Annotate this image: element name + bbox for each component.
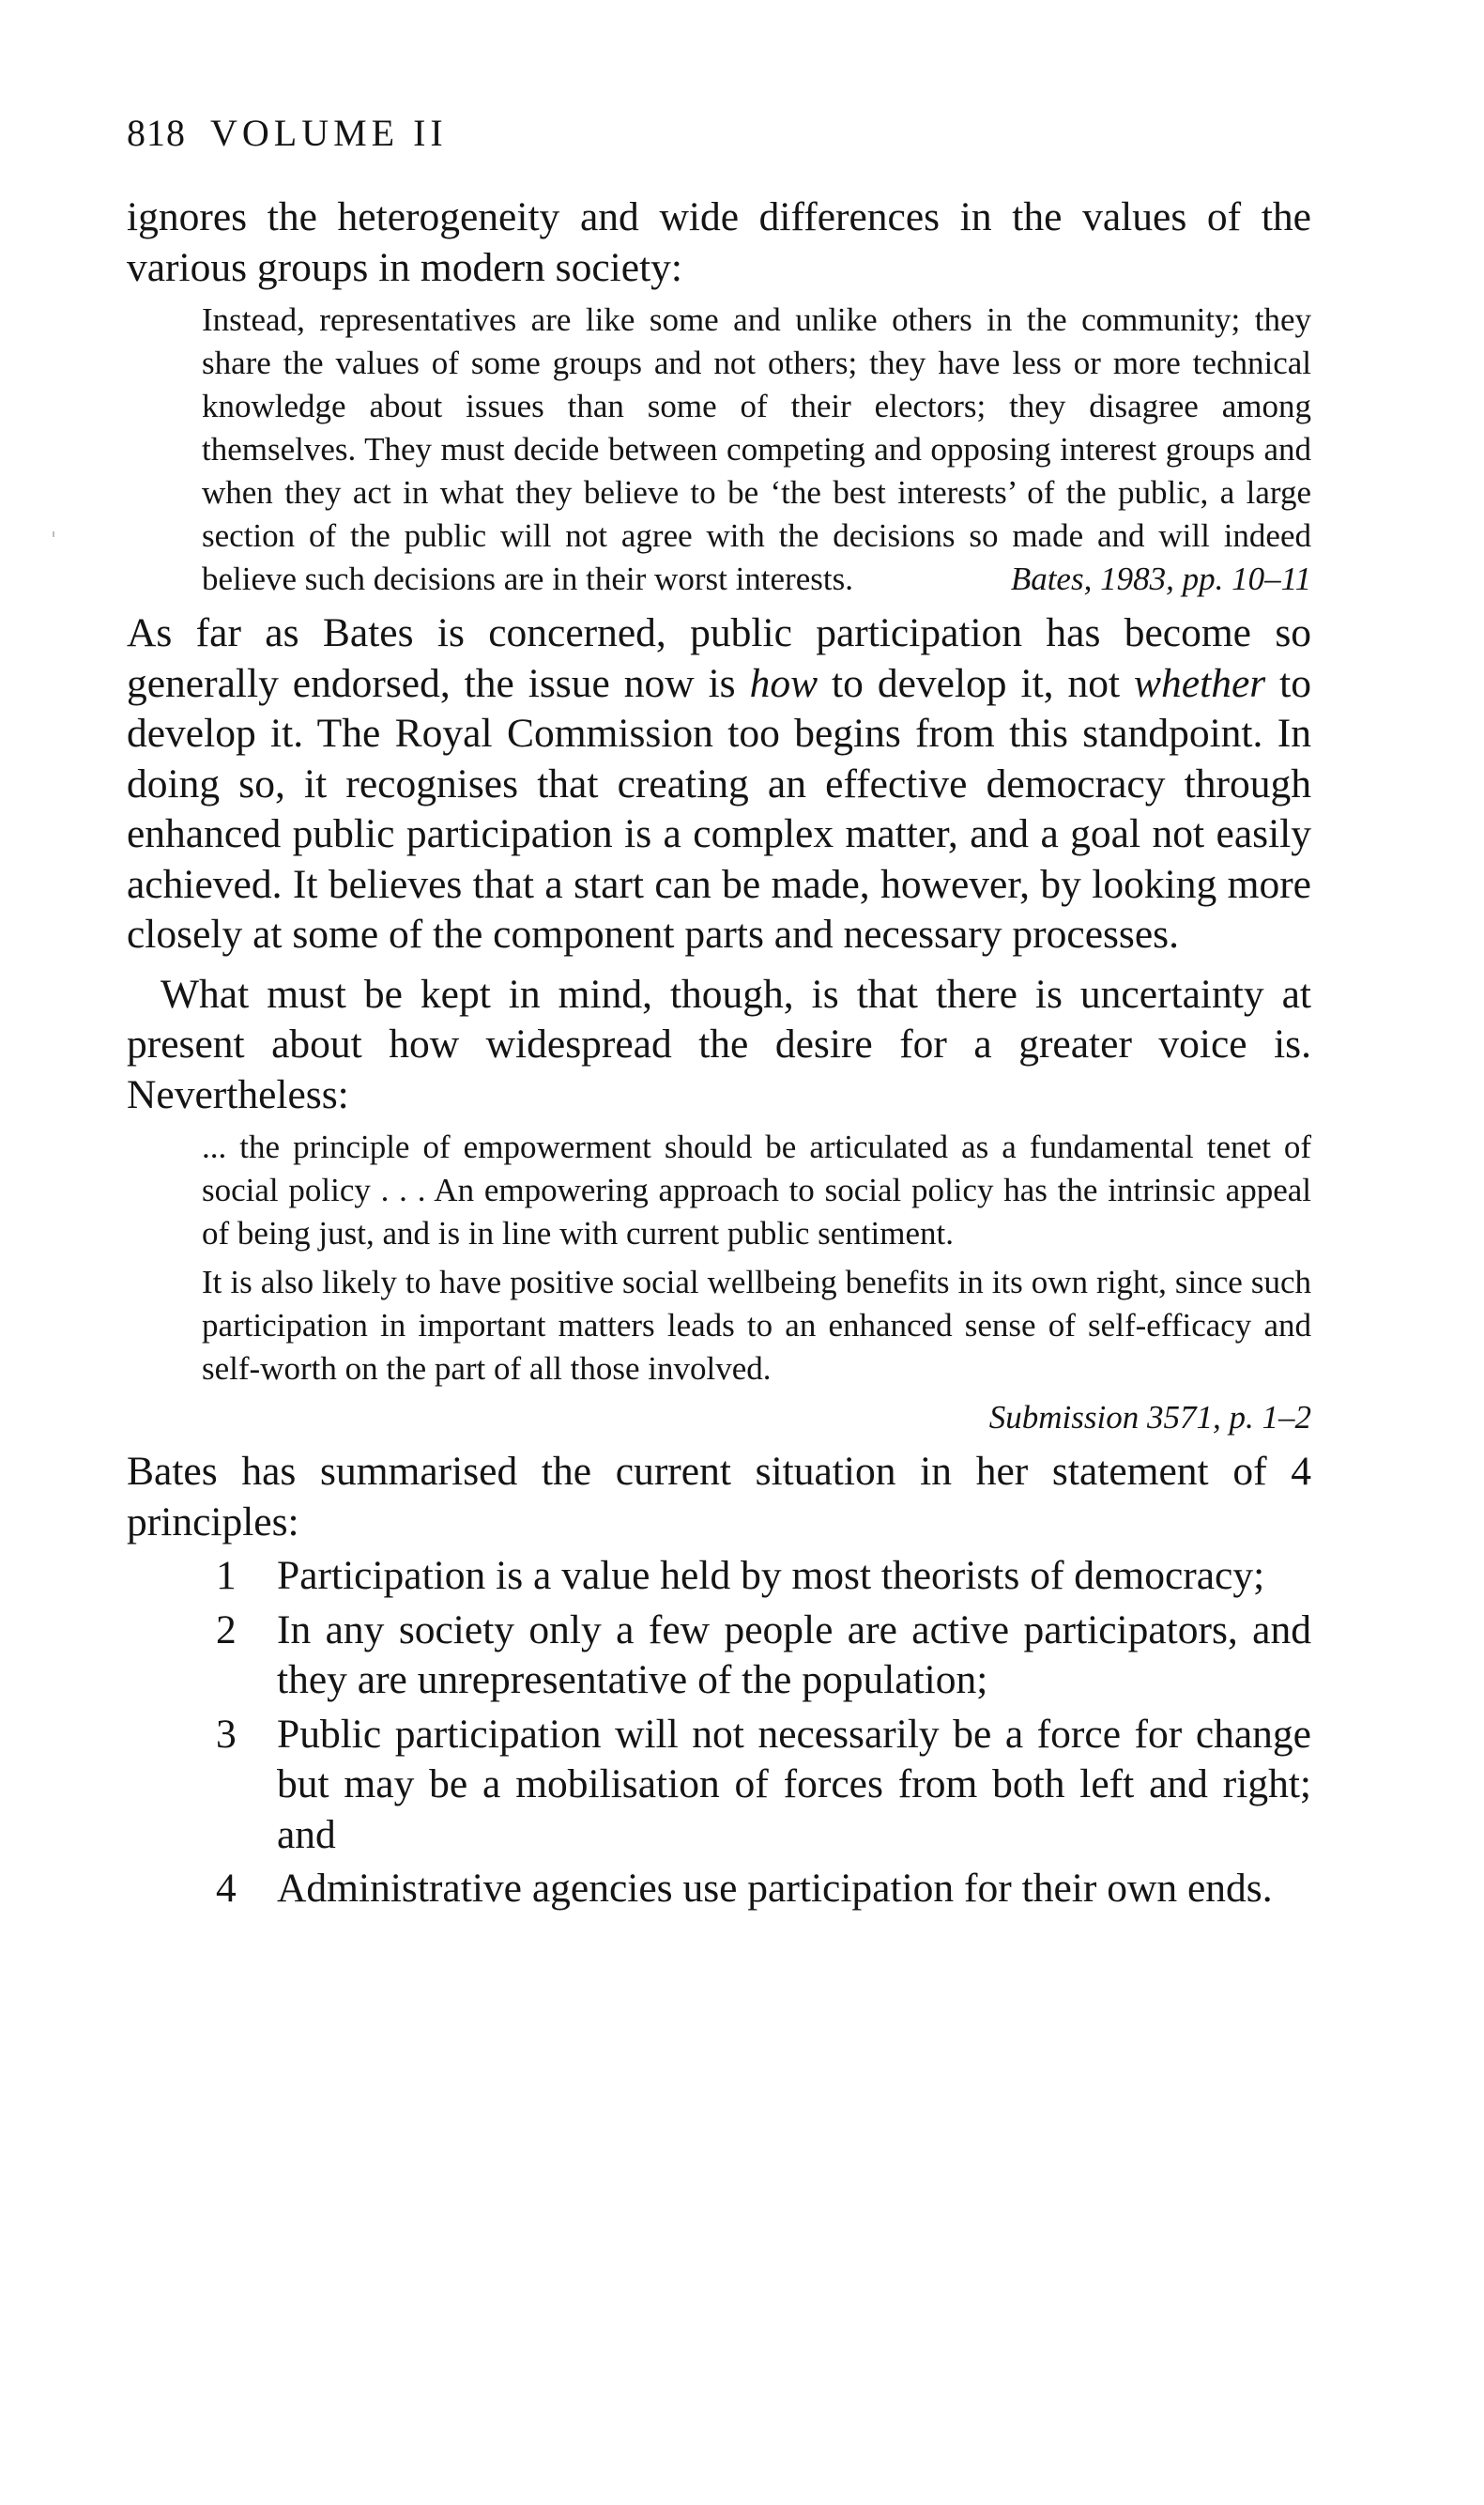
principles-list [127, 1551, 1311, 1914]
emphasis-how: how [749, 660, 818, 706]
list-item [127, 1551, 1311, 1602]
paragraph-2-part-2: to develop it, not [818, 660, 1135, 706]
block-quote-submission [202, 1126, 1311, 1439]
running-title: VOLUME II [210, 112, 448, 154]
list-number: 4 [216, 1866, 237, 1911]
scan-speck [53, 531, 54, 537]
paragraph-2-part-3: to develop it. The Royal Commission too begins from this standpoint. In doing so, it recognises that creating an effective democracy through enhanced public participation is a complex matter, and a goal not easily achieved. It believes that a start can be made, however, by looking more closely at some of the component parts and necessary processes. [127, 660, 1311, 957]
list-number: 2 [216, 1606, 237, 1652]
list-number: 3 [216, 1711, 237, 1757]
block-quote-paragraph-1: ... the principle of empowerment should be articulated as a fundamental tenet of social policy . . . An empowering approach to social policy has the intrinsic appeal of being just, and is in line with current public sentiment. [202, 1129, 1311, 1252]
list-item [127, 1710, 1311, 1861]
page-number: 818 [127, 112, 186, 154]
list-item-text: Public participation will not necessarily be a force for change but may be a mobilisation of forces from both left and right; and [277, 1711, 1311, 1857]
paragraph-4: Bates has summarised the current situation in her statement of 4 principles: [127, 1449, 1311, 1544]
paragraph-1: ignores the heterogeneity and wide differences in the values of the various groups in modern society: [127, 194, 1311, 290]
block-quote-text [202, 299, 1311, 601]
list-item-text: In any society only a few people are active participators, and they are unrepresentative of the population; [277, 1606, 1311, 1702]
paragraph-3: What must be kept in mind, though, is that there is uncertainty at present about how widespread the desire for a greater voice is. Nevertheless: [127, 971, 1311, 1117]
list-number: 1 [216, 1553, 237, 1598]
citation-bates-1983: Bates, 1983, pp. 10–11 [1010, 561, 1311, 597]
list-item [127, 1864, 1311, 1914]
paragraph-2 [127, 608, 1311, 961]
list-item-text: Administrative agencies use participation for their own ends. [277, 1866, 1273, 1911]
block-quote-body: Instead, representatives are like some and unlike others in the community; they share the values of some groups and not others; they have less or more technical knowledge about issues than some of their electors; they disagree among themselves. They must decide between competing and opposing interest groups and when they act in what they believe to be ‘the best interests’ of the public, a large section of the public will not agree with the decisions so made and will indeed believe such decisions are in their worst interests. [202, 301, 1311, 597]
block-quote-paragraph-2: It is also likely to have positive social wellbeing benefits in its own right, since such participation in important matters leads to an enhanced sense of self-efficacy and self-worth on the part of all those involved. [202, 1264, 1311, 1387]
paragraph-2-part-1: As far as Bates is concerned, public participation has become so generally endorsed, the issue now is [127, 610, 1311, 706]
running-head [127, 111, 448, 155]
list-item [127, 1606, 1311, 1706]
body-text [127, 192, 1311, 1914]
emphasis-whether: whether [1134, 660, 1266, 706]
list-item-text: Participation is a value held by most theorists of democracy; [277, 1553, 1265, 1598]
citation-submission-3571: Submission 3571, p. 1–2 [988, 1399, 1311, 1436]
block-quote-bates [202, 299, 1311, 601]
